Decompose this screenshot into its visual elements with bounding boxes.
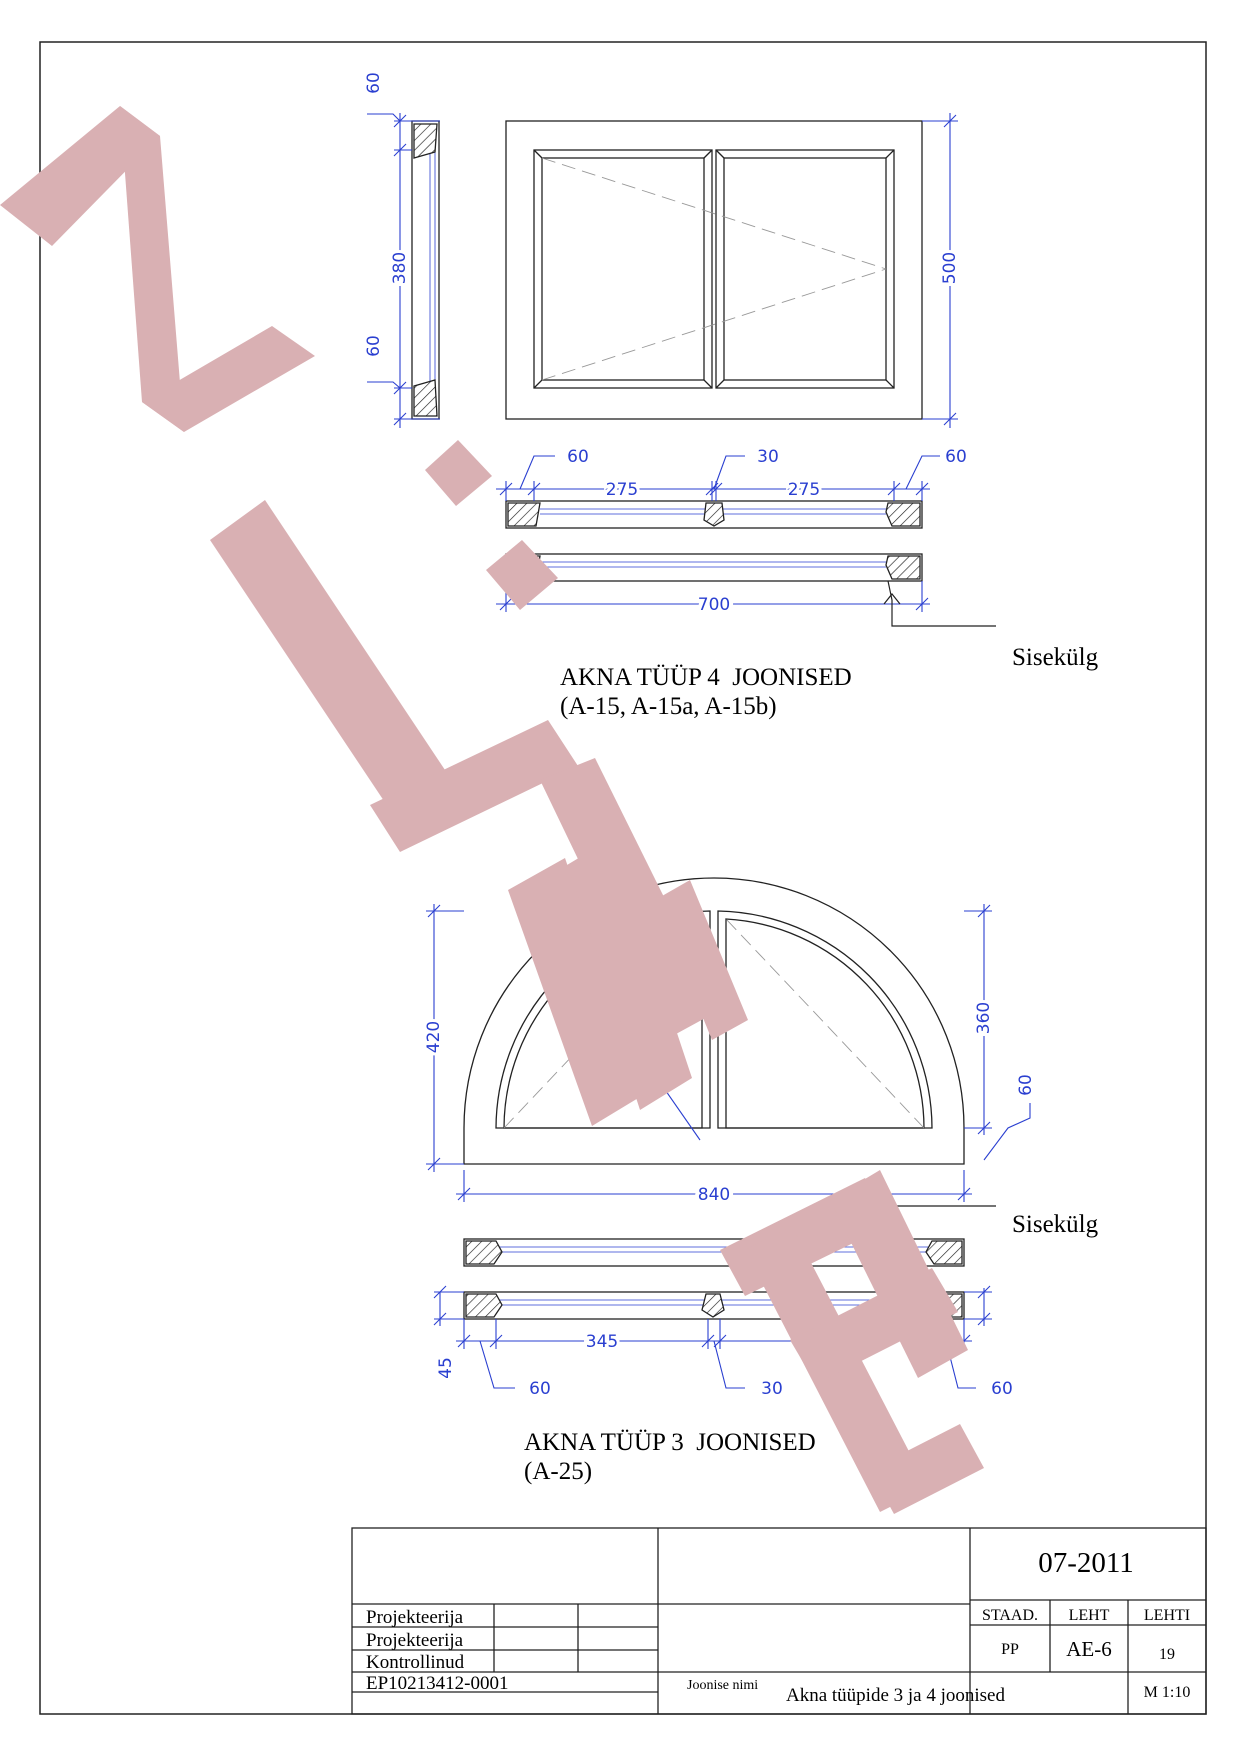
type4-dim-side-mid: 380 bbox=[390, 251, 410, 285]
type3-dim-frame-right: 60 bbox=[1016, 1074, 1036, 1096]
window-type4-elevation bbox=[506, 121, 922, 419]
type4-dimension-labels bbox=[364, 72, 967, 615]
sheet-header: LEHT bbox=[1068, 1607, 1110, 1624]
type4-dim-mullion: 30 bbox=[757, 447, 779, 467]
type4-dim-side-bottom: 60 bbox=[364, 335, 384, 357]
date: 07-2011 bbox=[1038, 1547, 1134, 1579]
type3-dim-width: 840 bbox=[697, 1185, 731, 1205]
type3-dim-mullion: 30 bbox=[761, 1379, 783, 1399]
designer-label-1: Projekteerija bbox=[366, 1607, 464, 1628]
type4-codes: (A-15, A-15a, A-15b) bbox=[560, 693, 777, 720]
type4-dim-pane-right: 275 bbox=[787, 480, 821, 500]
type4-dim-pane-left: 275 bbox=[605, 480, 639, 500]
scale: M 1:10 bbox=[1143, 1684, 1191, 1701]
type3-title: AKNA TÜÜP 3 JOONISED bbox=[524, 1429, 816, 1456]
designer-label-2: Projekteerija bbox=[366, 1630, 464, 1651]
window-type4-plan-section-bottom bbox=[506, 554, 922, 581]
window-type4-plan-section-top bbox=[506, 501, 922, 528]
drawing-name-label: Joonise nimi bbox=[687, 1678, 759, 1693]
type4-dim-frame-left: 60 bbox=[567, 447, 589, 467]
type4-dim-height: 500 bbox=[940, 251, 960, 285]
sheet-value: AE-6 bbox=[1066, 1637, 1112, 1661]
type4-dimension-lines bbox=[367, 113, 958, 612]
window-type4-side-section bbox=[412, 121, 439, 419]
type4-dim-side-top: 60 bbox=[364, 72, 384, 94]
type4-title: AKNA TÜÜP 4 JOONISED bbox=[560, 664, 852, 691]
drawing-name: Akna tüüpide 3 ja 4 joonised bbox=[786, 1685, 1005, 1706]
type3-dim-depth: 45 bbox=[436, 1357, 456, 1379]
stage-value: PP bbox=[1001, 1641, 1019, 1658]
sheets-header: LEHTI bbox=[1143, 1607, 1191, 1624]
checker-label: Kontrollinud bbox=[366, 1652, 465, 1673]
project-code: EP10213412-0001 bbox=[366, 1673, 509, 1694]
type3-dim-pane-left: 345 bbox=[585, 1332, 619, 1352]
stage-header: STAAD. bbox=[981, 1607, 1039, 1624]
sheets-value: 19 bbox=[1159, 1646, 1175, 1663]
type3-dim-height-right: 360 bbox=[974, 1001, 994, 1035]
type4-dim-frame-right: 60 bbox=[945, 447, 967, 467]
type3-codes: (A-25) bbox=[524, 1458, 593, 1485]
type3-dim-frame-right-bottom: 60 bbox=[991, 1379, 1013, 1399]
type3-dim-frame-left: 60 bbox=[529, 1379, 551, 1399]
type3-dim-height-left: 420 bbox=[424, 1020, 444, 1054]
type4-dim-width: 700 bbox=[697, 595, 731, 615]
type4-inside-label: Sisekülg bbox=[1012, 644, 1099, 671]
type3-inside-label: Sisekülg bbox=[1012, 1211, 1099, 1238]
